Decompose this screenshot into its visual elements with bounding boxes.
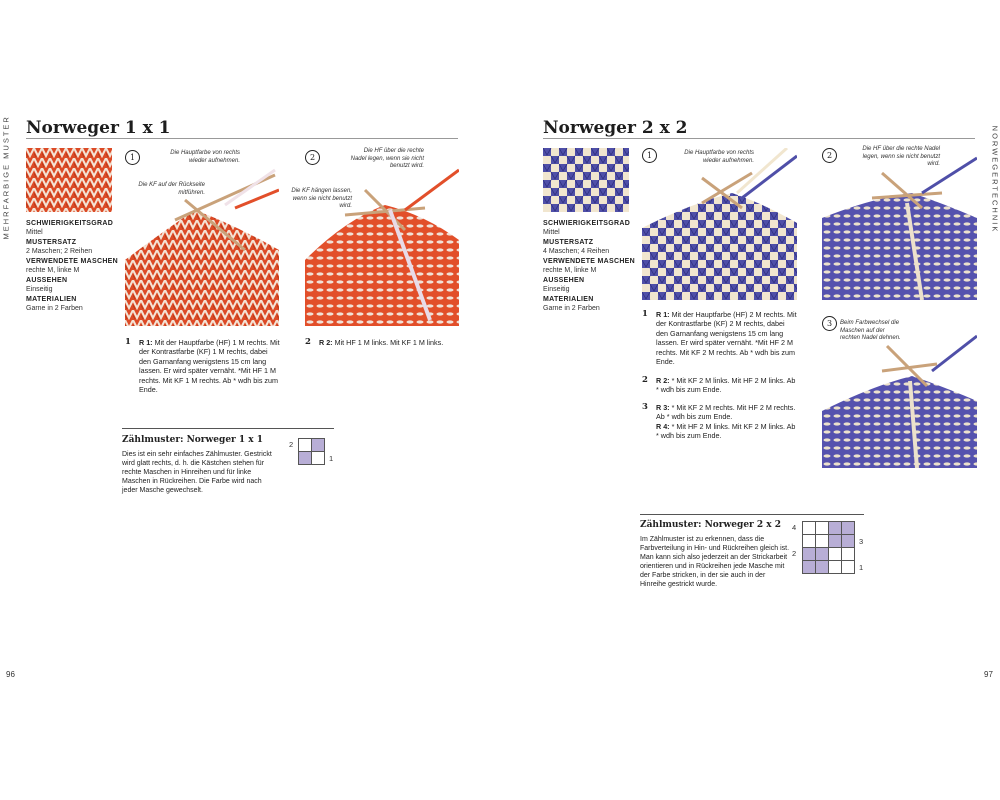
- chart-cell-empty: [299, 439, 312, 452]
- instruction-step-2-right: [642, 376, 797, 395]
- info-label: VERWENDETE MASCHEN: [543, 258, 636, 265]
- row-label: R 3:: [656, 403, 670, 412]
- step-number-badge: 2: [822, 148, 837, 163]
- chart-row-number: 2: [289, 440, 294, 449]
- page-number-right: 97: [984, 670, 993, 679]
- step-text: * Mit KF 2 M links. Mit HF 2 M links. Ab * wdh bis zum Ende.: [656, 376, 796, 395]
- callout-text: Die Hauptfarbe von rechts wieder aufnehmen.: [684, 150, 754, 164]
- page-title-right: Norweger 2 x 2: [543, 118, 688, 138]
- stitch-chart-left: [298, 438, 325, 465]
- step-photo-1-left: [125, 150, 279, 326]
- instruction-step-3-right: [642, 403, 797, 441]
- step-number-badge: 1: [125, 150, 140, 165]
- chart-row-number: 1: [859, 563, 864, 572]
- title-divider-left: [26, 138, 458, 139]
- info-value: Einseitig: [543, 286, 570, 293]
- chart-row-number: 2: [792, 549, 797, 558]
- callout-text: Die KF hängen lassen, wenn sie nicht benutzt wird.: [291, 188, 352, 209]
- step-text: * Mit HF 2 M links. Mit KF 2 M links. Ab * wdh bis zum Ende.: [656, 421, 796, 441]
- info-block-right: [543, 218, 643, 314]
- chart-box-divider-right: [640, 514, 864, 515]
- section-label-right: NORWEGERTECHNIK: [990, 125, 1000, 234]
- title-divider-right: [543, 138, 975, 139]
- page-title-left: Norweger 1 x 1: [26, 118, 171, 138]
- chart-row-number: 1: [329, 454, 334, 463]
- chart-title-right: Zählmuster: Norweger 2 x 2: [640, 520, 782, 530]
- chart-cell-filled: [803, 548, 816, 561]
- info-label: VERWENDETE MASCHEN: [26, 258, 119, 265]
- info-block-left: [26, 218, 126, 314]
- chart-cell-filled: [842, 535, 855, 548]
- chart-cell-filled: [816, 561, 829, 574]
- step-text: Mit der Hauptfarbe (HF) 2 M rechts. Mit der Kontrastfarbe (KF) 2 M rechts, dabei den Garnanfang wenigstens 15 cm lang lassen. Er wird später vernäht. *Mit HF 2 M rechts. Mit KF 2 M rechts. Ab * wdh bis zum Ende.: [656, 310, 797, 367]
- chart-cell-empty: [829, 548, 842, 561]
- info-label: MATERIALIEN: [543, 296, 594, 303]
- chart-row-number: 4: [792, 523, 797, 532]
- callout-text: Die Hauptfarbe von rechts wieder aufnehmen.: [170, 150, 240, 164]
- info-label: SCHWIERIGKEITSGRAD: [26, 220, 114, 227]
- chart-title-left: Zählmuster: Norweger 1 x 1: [122, 435, 264, 445]
- info-label: MUSTERSATZ: [543, 239, 594, 246]
- info-label: AUSSEHEN: [543, 277, 585, 284]
- chart-cell-empty: [816, 535, 829, 548]
- stitch-chart-right: [802, 521, 855, 574]
- row-label: R 4:: [656, 421, 670, 431]
- step-number: 2: [642, 375, 648, 385]
- swatch-photo-right: [543, 148, 629, 212]
- info-label: MUSTERSATZ: [26, 239, 77, 246]
- step-number-badge: 1: [642, 148, 657, 163]
- info-value: Mittel: [543, 229, 560, 236]
- chart-cell-empty: [842, 561, 855, 574]
- chart-description-left: Dies ist ein sehr einfaches Zählmuster. Gestrickt wird glatt rechts, d. h. die Kästchen stehen für rechte Maschen in Hinreihen und für linke Maschen in Rückreihen. Die Farbe wird nach jeder Masche gewechselt.: [122, 451, 272, 494]
- step-photo-2-right: [822, 148, 977, 300]
- chart-cell-filled: [829, 522, 842, 535]
- info-value: 2 Maschen; 2 Reihen: [26, 248, 93, 255]
- info-label: MATERIALIEN: [26, 296, 77, 303]
- row-label: R 2:: [319, 338, 333, 347]
- chart-cell-filled: [299, 452, 312, 465]
- row-label: R 1:: [139, 338, 153, 347]
- info-value: rechte M, linke M: [26, 267, 80, 274]
- chart-cell-empty: [816, 522, 829, 535]
- chart-cell-empty: [312, 452, 325, 465]
- callout-text: Die KF auf der Rückseite mitführen.: [138, 182, 205, 196]
- info-value: rechte M, linke M: [543, 267, 597, 274]
- row-label: R 2:: [656, 376, 670, 385]
- step-number-badge: 3: [822, 316, 837, 331]
- info-label: AUSSEHEN: [26, 277, 68, 284]
- step-number: 2: [305, 337, 311, 347]
- chart-row-number: 3: [859, 537, 864, 546]
- callout-text: Beim Farbwechsel die Maschen auf der rechten Nadel dehnen.: [840, 320, 901, 341]
- step-text: Mit HF 1 M links. Mit KF 1 M links.: [334, 338, 444, 347]
- chart-cell-empty: [803, 535, 816, 548]
- step-number-badge: 2: [305, 150, 320, 165]
- step-text: Mit der Hauptfarbe (HF) 1 M rechts. Mit der Kontrastfarbe (KF) 1 M rechts, dabei den Garnanfang wenigstens 15 cm lang lassen. Er wird später vernäht. *Mit HF 1 M rechts. Mit KF 1 M rechts. Ab * wdh bis zum Ende.: [139, 338, 280, 395]
- chart-box-divider-left: [122, 428, 334, 429]
- instruction-step-1-right: [642, 310, 797, 366]
- callout-text: Die HF über die rechte Nadel legen, wenn sie nicht benutzt wird.: [862, 146, 940, 167]
- swatch-photo-left: [26, 148, 112, 212]
- info-value: Garne in 2 Farben: [26, 305, 83, 312]
- chart-cell-empty: [829, 561, 842, 574]
- row-label: R 1:: [656, 310, 670, 319]
- info-value: Einseitig: [26, 286, 53, 293]
- callout-text: Die HF über die rechte Nadel legen, wenn sie nicht benutzt wird.: [350, 148, 424, 169]
- step-number: 1: [642, 309, 648, 319]
- step-photo-1-right: [642, 148, 797, 300]
- page-number-left: 96: [6, 670, 15, 679]
- chart-cell-filled: [816, 548, 829, 561]
- step-number: 3: [642, 402, 648, 412]
- chart-description-right: Im Zählmuster ist zu erkennen, dass die Farbverteilung in Hin- und Rückreihen gleich ist. Man kann sich also jederzeit an der Strickarbeit orientieren und in Rückreihen jede Masche mit der Farbe stricken, in der sie auch in der Hinreihe gestrickt wurde.: [640, 536, 790, 588]
- step-photo-2-left: [305, 150, 459, 326]
- instruction-step-2-left: [305, 338, 460, 347]
- step-number: 1: [125, 337, 131, 347]
- info-label: SCHWIERIGKEITSGRAD: [543, 220, 631, 227]
- chart-cell-filled: [312, 439, 325, 452]
- info-value: Mittel: [26, 229, 43, 236]
- chart-cell-empty: [842, 548, 855, 561]
- chart-cell-filled: [842, 522, 855, 535]
- info-value: 4 Maschen; 4 Reihen: [543, 248, 610, 255]
- chart-cell-filled: [829, 535, 842, 548]
- chart-cell-filled: [803, 561, 816, 574]
- instruction-step-1-left: [125, 338, 280, 394]
- step-text: * Mit KF 2 M rechts. Mit HF 2 M rechts. Ab * wdh bis zum Ende.: [656, 403, 796, 422]
- section-label-left: MEHRFARBIGE MUSTER: [1, 115, 11, 240]
- info-value: Garne in 2 Farben: [543, 305, 600, 312]
- chart-cell-empty: [803, 522, 816, 535]
